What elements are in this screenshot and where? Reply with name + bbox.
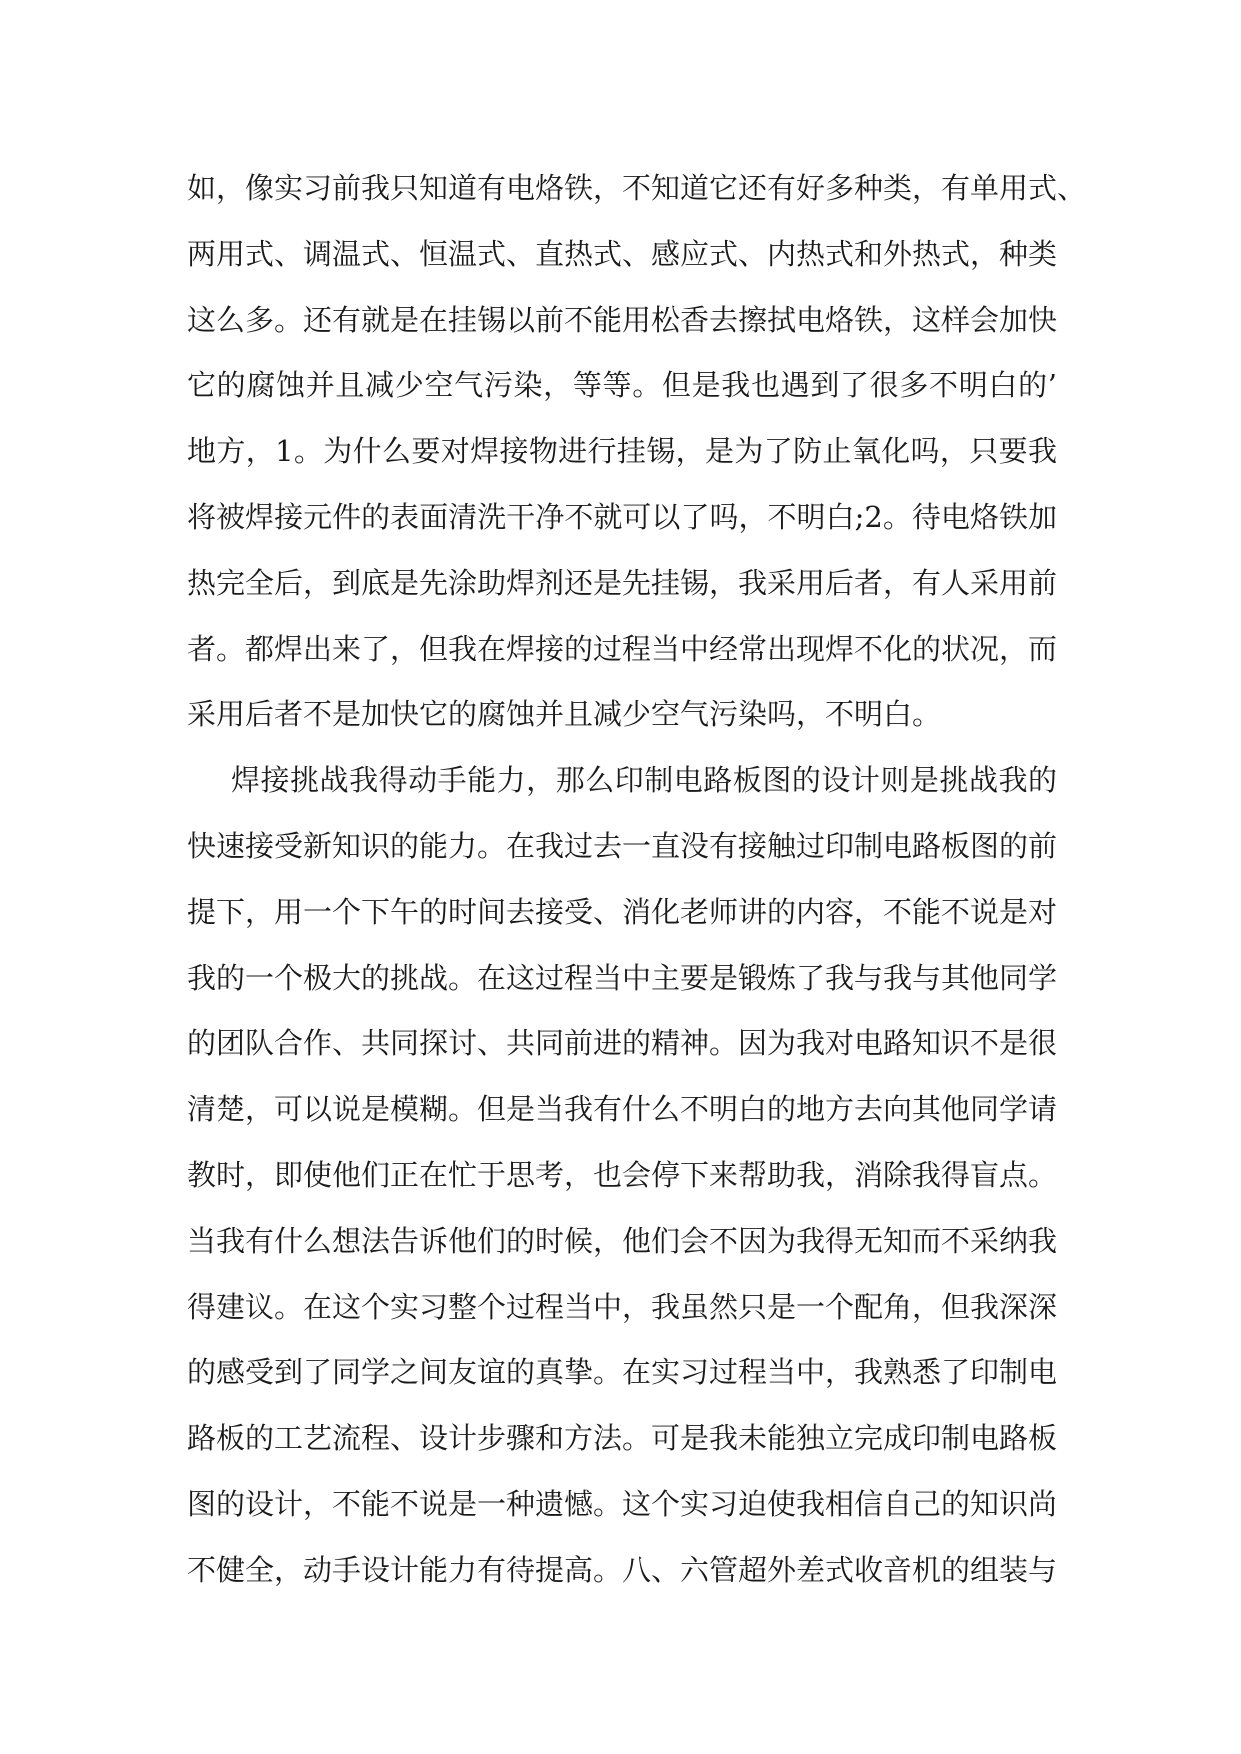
text-line: 我的一个极大的挑战。在这过程当中主要是锻炼了我与我与其他同学	[187, 960, 1058, 995]
paragraph-2	[187, 748, 1057, 1603]
text-line: 两用式、调温式、恒温式、直热式、感应式、内热式和外热式，种类	[187, 236, 1058, 271]
text-line: 的团队合作、共同探讨、共同前进的精神。因为我对电路知识不是很	[187, 1026, 1058, 1061]
text-line: 它的腐蚀并且减少空气污染，等等。但是我也遇到了很多不明白的’	[187, 368, 1057, 403]
text-line: 路板的工艺流程、设计步骤和方法。可是我未能独立完成印制电路板	[187, 1421, 1058, 1456]
text-line: 快速接受新知识的能力。在我过去一直没有接触过印制电路板图的前	[187, 828, 1058, 863]
text-line: 地方，1。为什么要对焊接物进行挂锡，是为了防止氧化吗，只要我	[187, 434, 1057, 469]
text-line: 这么多。还有就是在挂锡以前不能用松香去擦拭电烙铁，这样会加快	[187, 302, 1058, 337]
text-line: 不健全，动手设计能力有待提高。八、六管超外差式收音机的组装与	[187, 1552, 1058, 1587]
text-line: 者。都焊出来了，但我在焊接的过程当中经常出现焊不化的状况，而	[187, 631, 1058, 666]
text-line: 教时，即使他们正在忙于思考，也会停下来帮助我，消除我得盲点。	[187, 1157, 1058, 1192]
text-line: 的感受到了同学之间友谊的真挚。在实习过程当中，我熟悉了印制电	[187, 1355, 1058, 1390]
text-line: 得建议。在这个实习整个过程当中，我虽然只是一个配角，但我深深	[187, 1289, 1058, 1324]
text-line: 焊接挑战我得动手能力，那么印制电路板图的设计则是挑战我的	[231, 763, 1057, 798]
text-line: 图的设计，不能不说是一种遗憾。这个实习迫使我相信自己的知识尚	[187, 1486, 1058, 1521]
document-body	[187, 156, 1087, 1604]
text-line: 提下，用一个下午的时间去接受、消化老师讲的内容，不能不说是对	[187, 894, 1058, 929]
text-line: 如，像实习前我只知道有电烙铁，不知道它还有好多种类，有单用式、	[187, 171, 1087, 205]
text-line: 采用后者不是加快它的腐蚀并且减少空气污染吗，不明白。	[187, 697, 942, 732]
text-line: 热完全后，到底是先涂助焊剂还是先挂锡，我采用后者，有人采用前	[187, 565, 1058, 600]
text-line: 当我有什么想法告诉他们的时候，他们会不因为我得无知而不采纳我	[187, 1223, 1058, 1258]
text-line: 将被焊接元件的表面清洗干净不就可以了吗，不明白;2。待电烙铁加	[187, 499, 1057, 534]
text-line: 清楚，可以说是模糊。但是当我有什么不明白的地方去向其他同学请	[187, 1092, 1058, 1127]
paragraph-1	[187, 156, 1087, 748]
